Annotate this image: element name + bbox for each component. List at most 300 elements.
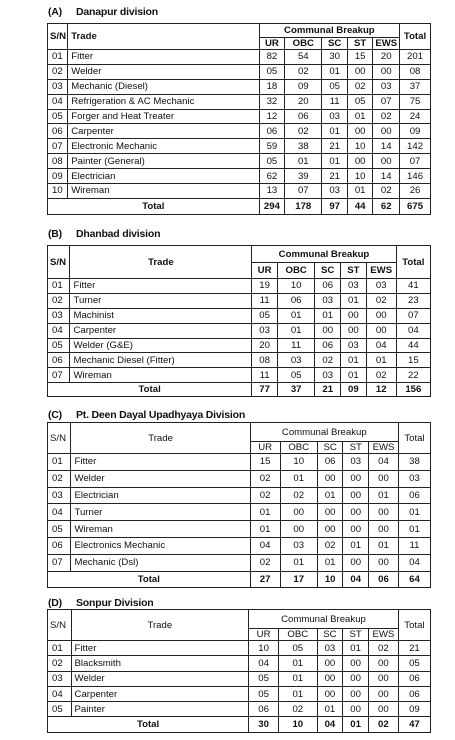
apprentice-table [47,245,431,397]
total-label: Total [48,717,249,733]
row-total-cell: 04 [398,554,430,571]
sn-cell: 02 [48,293,70,308]
table-row [48,353,431,368]
trade-cell: Welder [68,64,259,79]
table-row [48,641,431,656]
count-cell: 00 [369,504,399,521]
sn-cell: 01 [48,50,68,65]
count-cell: 59 [259,139,285,154]
row-total-cell: 09 [400,124,431,139]
count-cell: 03 [366,279,396,294]
count-cell: 10 [347,139,373,154]
sn-header: S/N [48,24,68,50]
count-cell: 03 [343,454,369,471]
count-cell: 00 [280,504,317,521]
total-header: Total [398,610,430,641]
sn-cell: 03 [48,671,72,686]
row-total-cell: 44 [396,338,430,353]
count-cell: 01 [343,537,369,554]
section-label: (A) [48,6,62,18]
category-header: SC [322,38,348,50]
row-total-cell: 09 [398,702,430,717]
sn-cell: 07 [48,368,70,383]
total-header: Total [398,423,430,454]
trade-cell: Carpenter [68,124,259,139]
count-cell: 02 [250,470,280,487]
sn-cell: 01 [48,454,71,471]
sn-header: S/N [48,423,71,454]
category-header: ST [347,38,373,50]
count-cell: 00 [343,521,369,538]
count-cell: 00 [341,323,367,338]
category-header: SC [317,442,343,454]
count-cell: 03 [322,184,348,199]
total-count-cell: 294 [259,198,285,214]
count-cell: 11 [252,368,278,383]
category-header: ST [341,263,367,279]
trade-cell: Mechanic (Diesel) [68,79,259,94]
sn-cell: 03 [48,487,71,504]
count-cell: 01 [322,154,348,169]
count-cell: 03 [277,353,314,368]
table-row [48,554,431,571]
count-cell: 01 [285,154,322,169]
count-cell: 02 [250,487,280,504]
total-row [48,571,431,587]
trade-cell: Painter (General) [68,154,259,169]
sn-cell: 02 [48,656,72,671]
total-count-cell: 97 [322,198,348,214]
count-cell: 00 [373,124,400,139]
section-title: Danapur division [76,6,158,18]
count-cell: 04 [249,656,279,671]
count-cell: 02 [366,293,396,308]
sn-header: S/N [48,246,70,279]
count-cell: 10 [280,454,317,471]
table-row [48,64,431,79]
total-row [48,198,431,214]
count-cell: 02 [280,487,317,504]
trade-cell: Welder [71,470,250,487]
section-heading [48,409,245,421]
count-cell: 13 [259,184,285,199]
count-cell: 04 [250,537,280,554]
count-cell: 12 [259,109,285,124]
count-cell: 02 [317,537,343,554]
sn-cell: 04 [48,686,72,701]
count-cell: 01 [347,109,373,124]
count-cell: 00 [373,64,400,79]
table-row [48,94,431,109]
count-cell: 38 [285,139,322,154]
trade-cell: Carpenter [70,323,252,338]
count-cell: 00 [343,504,369,521]
trade-cell: Forger and Heat Treater [68,109,259,124]
trade-cell: Wireman [70,368,252,383]
count-cell: 10 [347,169,373,184]
row-total-cell: 41 [396,279,430,294]
total-count-cell: 17 [280,571,317,587]
count-cell: 20 [285,94,322,109]
count-cell: 39 [285,169,322,184]
sn-cell: 02 [48,64,68,79]
trade-cell: Fitter [71,454,250,471]
count-cell: 01 [341,368,367,383]
count-cell: 00 [366,323,396,338]
count-cell: 06 [277,293,314,308]
row-total-cell: 201 [400,50,431,65]
sn-cell: 06 [48,353,70,368]
row-total-cell: 142 [400,139,431,154]
count-cell: 14 [373,169,400,184]
sn-cell: 07 [48,554,71,571]
count-cell: 05 [249,671,279,686]
trade-cell: Wireman [71,521,250,538]
sn-cell: 01 [48,279,70,294]
sn-cell: 04 [48,94,68,109]
sn-cell: 03 [48,308,70,323]
row-total-cell: 24 [400,109,431,124]
sn-cell: 08 [48,154,68,169]
table-row [48,702,431,717]
count-cell: 02 [373,184,400,199]
count-cell: 02 [368,641,398,656]
count-cell: 01 [279,686,318,701]
count-cell: 02 [285,64,322,79]
count-cell: 00 [343,487,369,504]
total-count-cell: 06 [369,571,399,587]
count-cell: 08 [252,353,278,368]
row-total-cell: 75 [400,94,431,109]
count-cell: 00 [280,521,317,538]
count-cell: 00 [317,504,343,521]
row-total-cell: 15 [396,353,430,368]
count-cell: 01 [277,308,314,323]
count-cell: 03 [317,641,343,656]
count-cell: 06 [315,338,341,353]
count-cell: 20 [373,50,400,65]
total-count-cell: 37 [277,383,314,397]
count-cell: 00 [369,470,399,487]
category-header: OBC [279,629,318,641]
row-total-cell: 07 [396,308,430,323]
count-cell: 01 [315,308,341,323]
trade-header: Trade [68,24,259,50]
row-total-cell: 06 [398,487,430,504]
count-cell: 00 [373,154,400,169]
trade-cell: Mechanic Diesel (Fitter) [70,353,252,368]
row-total-cell: 08 [400,64,431,79]
count-cell: 06 [317,454,343,471]
apprentice-table [47,609,431,733]
table-row [48,279,431,294]
communal-breakup-header: Communal Breakup [250,423,398,442]
count-cell: 01 [250,504,280,521]
count-cell: 05 [279,641,318,656]
category-header: OBC [285,38,322,50]
count-cell: 01 [277,323,314,338]
count-cell: 05 [259,64,285,79]
table-row [48,671,431,686]
count-cell: 20 [252,338,278,353]
header-row [48,24,431,38]
total-label: Total [48,383,252,397]
communal-breakup-header: Communal Breakup [259,24,399,38]
table-row [48,109,431,124]
total-count-cell: 44 [347,198,373,214]
category-header: OBC [277,263,314,279]
sn-cell: 05 [48,702,72,717]
table-row [48,487,431,504]
row-total-cell: 22 [396,368,430,383]
count-cell: 02 [347,79,373,94]
count-cell: 01 [369,537,399,554]
sn-cell: 05 [48,521,71,538]
count-cell: 10 [277,279,314,294]
count-cell: 32 [259,94,285,109]
count-cell: 10 [249,641,279,656]
sn-header: S/N [48,610,72,641]
sn-cell: 01 [48,641,72,656]
trade-cell: Blacksmith [71,656,249,671]
count-cell: 00 [317,470,343,487]
row-total-cell: 07 [400,154,431,169]
total-row [48,383,431,397]
total-count-cell: 77 [252,383,278,397]
grand-total-cell: 64 [398,571,430,587]
total-count-cell: 10 [279,717,318,733]
table-row [48,338,431,353]
section-label: (B) [48,228,62,240]
table-row [48,124,431,139]
count-cell: 01 [317,487,343,504]
count-cell: 05 [259,154,285,169]
row-total-cell: 37 [400,79,431,94]
count-cell: 21 [322,139,348,154]
table-row [48,537,431,554]
count-cell: 01 [369,487,399,504]
section-heading [48,597,154,609]
apprentice-table [47,23,431,215]
row-total-cell: 21 [398,641,430,656]
count-cell: 00 [343,470,369,487]
category-header: EWS [366,263,396,279]
total-label: Total [48,571,251,587]
count-cell: 04 [366,338,396,353]
count-cell: 03 [341,279,367,294]
total-count-cell: 178 [285,198,322,214]
table-row [48,686,431,701]
count-cell: 01 [280,554,317,571]
table-row [48,504,431,521]
count-cell: 07 [285,184,322,199]
table-row [48,293,431,308]
count-cell: 00 [317,671,343,686]
count-cell: 00 [368,671,398,686]
sn-cell: 05 [48,109,68,124]
count-cell: 30 [322,50,348,65]
grand-total-cell: 47 [398,717,430,733]
count-cell: 00 [341,308,367,323]
count-cell: 21 [322,169,348,184]
table-row [48,308,431,323]
row-total-cell: 146 [400,169,431,184]
category-header: UR [252,263,278,279]
total-count-cell: 04 [343,571,369,587]
row-total-cell: 03 [398,470,430,487]
table-row [48,169,431,184]
trade-cell: Wireman [68,184,259,199]
count-cell: 00 [369,554,399,571]
category-header: SC [315,263,341,279]
count-cell: 04 [369,454,399,471]
trade-cell: Painter [71,702,249,717]
total-count-cell: 62 [373,198,400,214]
sn-cell: 10 [48,184,68,199]
trade-cell: Carpenter [71,686,249,701]
table-row [48,154,431,169]
row-total-cell: 38 [398,454,430,471]
trade-header: Trade [71,423,250,454]
count-cell: 00 [317,686,343,701]
count-cell: 01 [317,702,343,717]
section-title: Sonpur Division [76,597,154,609]
header-row [48,610,431,629]
count-cell: 01 [279,656,318,671]
sn-cell: 06 [48,124,68,139]
count-cell: 00 [347,64,373,79]
count-cell: 09 [285,79,322,94]
count-cell: 54 [285,50,322,65]
grand-total-cell: 156 [396,383,430,397]
total-count-cell: 27 [250,571,280,587]
table-row [48,470,431,487]
total-count-cell: 01 [343,717,369,733]
count-cell: 01 [341,293,367,308]
trade-cell: Mechanic (Dsl) [71,554,250,571]
count-cell: 00 [343,686,369,701]
total-count-cell: 04 [317,717,343,733]
sn-cell: 06 [48,537,71,554]
count-cell: 03 [252,323,278,338]
trade-cell: Machinist [70,308,252,323]
sn-cell: 09 [48,169,68,184]
count-cell: 03 [315,368,341,383]
count-cell: 00 [343,554,369,571]
count-cell: 01 [317,554,343,571]
row-total-cell: 05 [398,656,430,671]
count-cell: 01 [347,184,373,199]
communal-breakup-header: Communal Breakup [249,610,399,629]
count-cell: 01 [250,521,280,538]
count-cell: 07 [373,94,400,109]
count-cell: 06 [259,124,285,139]
count-cell: 00 [343,656,369,671]
sn-cell: 03 [48,79,68,94]
trade-cell: Refrigeration & AC Mechanic [68,94,259,109]
count-cell: 15 [250,454,280,471]
grand-total-cell: 675 [400,198,431,214]
count-cell: 01 [343,641,369,656]
count-cell: 00 [368,702,398,717]
trade-cell: Fitter [71,641,249,656]
section-label: (D) [48,597,62,609]
count-cell: 03 [280,537,317,554]
header-row [48,246,431,263]
count-cell: 01 [341,353,367,368]
row-total-cell: 26 [400,184,431,199]
category-header: EWS [373,38,400,50]
count-cell: 00 [343,702,369,717]
category-header: UR [259,38,285,50]
count-cell: 00 [347,124,373,139]
count-cell: 11 [277,338,314,353]
count-cell: 01 [322,124,348,139]
count-cell: 01 [280,470,317,487]
section-label: (C) [48,409,62,421]
sn-cell: 07 [48,139,68,154]
row-total-cell: 01 [398,504,430,521]
count-cell: 11 [322,94,348,109]
table-row [48,454,431,471]
count-cell: 18 [259,79,285,94]
count-cell: 01 [279,671,318,686]
count-cell: 05 [347,94,373,109]
trade-cell: Electronic Mechanic [68,139,259,154]
count-cell: 00 [343,671,369,686]
count-cell: 03 [373,79,400,94]
section-heading [48,228,160,240]
count-cell: 06 [315,279,341,294]
count-cell: 03 [341,338,367,353]
row-total-cell: 11 [398,537,430,554]
total-count-cell: 30 [249,717,279,733]
count-cell: 05 [322,79,348,94]
trade-header: Trade [70,246,252,279]
row-total-cell: 23 [396,293,430,308]
sn-cell: 04 [48,323,70,338]
row-total-cell: 04 [396,323,430,338]
row-total-cell: 06 [398,671,430,686]
trade-cell: Electrician [71,487,250,504]
trade-cell: Turner [71,504,250,521]
trade-cell: Welder (G&E) [70,338,252,353]
total-count-cell: 09 [341,383,367,397]
count-cell: 01 [322,64,348,79]
count-cell: 01 [366,353,396,368]
trade-cell: Fitter [68,50,259,65]
table-row [48,184,431,199]
count-cell: 00 [368,656,398,671]
total-row [48,717,431,733]
row-total-cell: 06 [398,686,430,701]
trade-cell: Electronics Mechanic [71,537,250,554]
count-cell: 14 [373,139,400,154]
count-cell: 00 [315,323,341,338]
apprentice-table [47,422,431,588]
trade-cell: Turner [70,293,252,308]
section-title: Dhanbad division [76,228,161,240]
count-cell: 02 [285,124,322,139]
table-row [48,368,431,383]
total-count-cell: 12 [366,383,396,397]
count-cell: 06 [285,109,322,124]
category-header: EWS [369,442,399,454]
category-header: OBC [280,442,317,454]
table-row [48,139,431,154]
count-cell: 11 [252,293,278,308]
sn-cell: 05 [48,338,70,353]
